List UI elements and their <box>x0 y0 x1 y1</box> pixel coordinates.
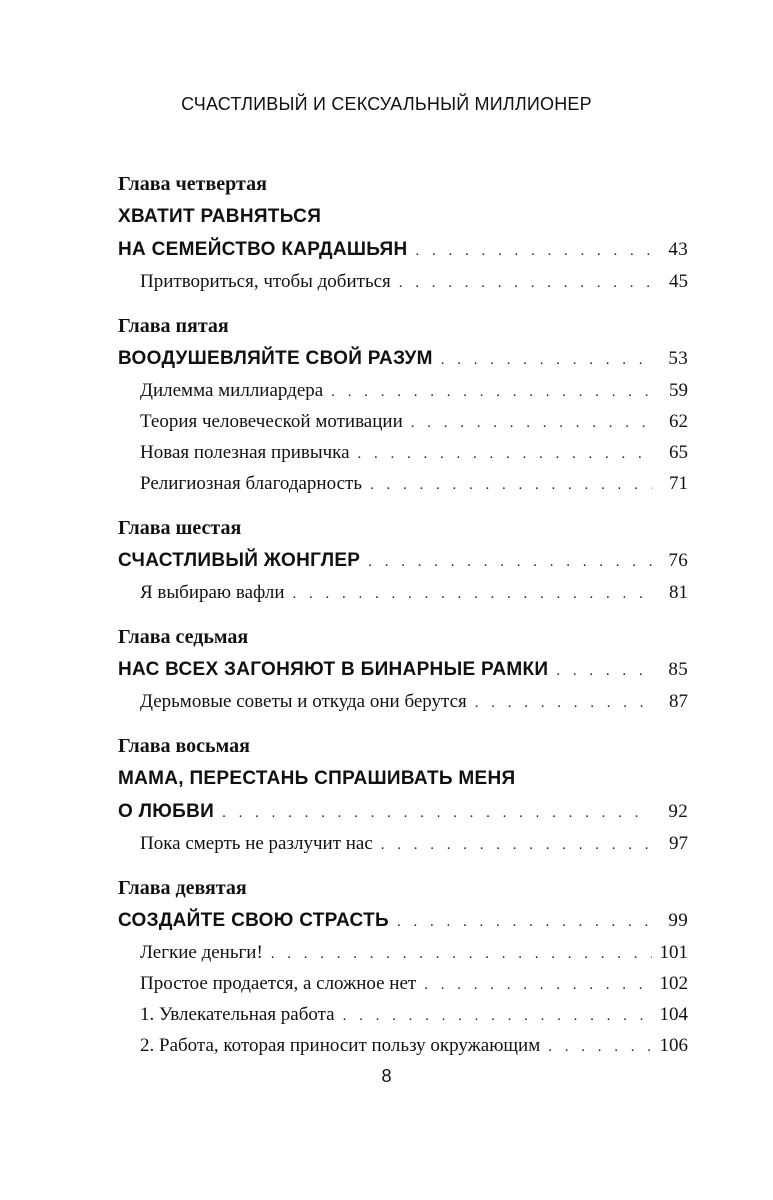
page-ref: 53 <box>668 348 688 369</box>
toc-entry[interactable] <box>118 999 688 1030</box>
dot-leader <box>222 797 652 830</box>
toc-entry[interactable] <box>118 468 688 499</box>
chapter-title-line: ВООДУШЕВЛЯЙТЕ СВОЙ РАЗУМ <box>118 348 433 369</box>
dot-leader <box>416 235 653 268</box>
entry-title: 2. Работа, которая приносит пользу окружающим <box>140 1035 541 1056</box>
entry-title: Простое продается, а сложное нет <box>140 973 417 994</box>
chapter-title[interactable] <box>118 762 688 795</box>
chapter-title[interactable] <box>118 544 688 577</box>
dot-leader <box>293 579 652 610</box>
dot-leader <box>548 1032 651 1063</box>
toc-entry[interactable] <box>118 937 688 968</box>
page-ref: 65 <box>669 442 688 463</box>
toc-entry[interactable] <box>118 375 688 406</box>
chapter-6 <box>118 512 688 608</box>
entry-title: Притвориться, чтобы добиться <box>140 271 391 292</box>
toc-entry[interactable] <box>118 437 688 468</box>
page-ref: 85 <box>668 659 688 680</box>
entry-title: Новая полезная привычка <box>140 442 350 463</box>
chapter-title-line: НА СЕМЕЙСТВО КАРДАШЬЯН <box>118 239 408 260</box>
page-ref: 81 <box>669 582 688 603</box>
dot-leader <box>368 546 652 579</box>
page-ref: 97 <box>669 833 688 854</box>
chapter-8 <box>118 730 688 859</box>
page-ref: 102 <box>659 973 688 994</box>
chapter-label: Глава восьмая <box>118 735 250 757</box>
page-ref: 62 <box>669 411 688 432</box>
dot-leader <box>556 655 652 688</box>
chapter-7 <box>118 621 688 717</box>
entry-title: Дерьмовые советы и откуда они берутся <box>140 691 467 712</box>
chapter-title[interactable] <box>118 904 688 937</box>
toc-entry[interactable] <box>118 406 688 437</box>
entry-title: Легкие деньги! <box>140 942 263 963</box>
chapter-9 <box>118 872 688 1061</box>
chapter-title-line: О ЛЮБВИ <box>118 801 215 822</box>
dot-leader <box>343 1001 652 1032</box>
running-head: СЧАСТЛИВЫЙ И СЕКСУАЛЬНЫЙ МИЛЛИОНЕР <box>181 94 592 114</box>
chapter-title-line: ХВАТИТ РАВНЯТЬСЯ <box>118 206 322 227</box>
page-ref: 76 <box>668 550 688 571</box>
chapter-4 <box>118 168 688 297</box>
chapter-title-line: МАМА, ПЕРЕСТАНЬ СПРАШИВАТЬ МЕНЯ <box>118 768 516 789</box>
page-ref: 104 <box>659 1004 688 1025</box>
toc-entry[interactable] <box>118 686 688 717</box>
page-ref: 71 <box>669 473 688 494</box>
page-ref: 99 <box>668 910 688 931</box>
chapter-5 <box>118 310 688 499</box>
dot-leader <box>411 408 652 439</box>
page-ref: 43 <box>668 239 688 260</box>
chapter-label: Глава пятая <box>118 315 229 337</box>
toc-entry[interactable] <box>118 577 688 608</box>
dot-leader <box>399 268 652 299</box>
dot-leader <box>331 377 652 408</box>
chapter-label: Глава шестая <box>118 517 242 539</box>
chapter-title[interactable] <box>118 233 688 266</box>
dot-leader <box>475 688 652 719</box>
chapter-title-line: СЧАСТЛИВЫЙ ЖОНГЛЕР <box>118 550 361 571</box>
entry-title: Пока смерть не разлучит нас <box>140 833 373 854</box>
page-ref: 106 <box>659 1035 688 1056</box>
chapter-label: Глава седьмая <box>118 626 249 648</box>
table-of-contents <box>118 168 688 1061</box>
page-number: 8 <box>381 1066 392 1086</box>
page-ref: 59 <box>669 380 688 401</box>
entry-title: Дилемма миллиардера <box>140 380 324 401</box>
page-ref: 45 <box>669 271 688 292</box>
dot-leader <box>441 344 652 377</box>
chapter-title-line: СОЗДАЙТЕ СВОЮ СТРАСТЬ <box>118 910 389 931</box>
chapter-title[interactable] <box>118 342 688 375</box>
dot-leader <box>370 470 652 501</box>
chapter-title-line: НАС ВСЕХ ЗАГОНЯЮТ В БИНАРНЫЕ РАМКИ <box>118 659 549 680</box>
toc-entry[interactable] <box>118 828 688 859</box>
chapter-title[interactable] <box>118 653 688 686</box>
dot-leader <box>271 939 652 970</box>
chapter-title[interactable] <box>118 200 688 233</box>
entry-title: Религиозная благодарность <box>140 473 362 494</box>
dot-leader <box>397 906 652 939</box>
entry-title: 1. Увлекательная работа <box>140 1004 335 1025</box>
chapter-title[interactable] <box>118 795 688 828</box>
chapter-label: Глава девятая <box>118 877 247 899</box>
toc-entry[interactable] <box>118 266 688 297</box>
chapter-label: Глава четвертая <box>118 173 267 195</box>
entry-title: Теория человеческой мотивации <box>140 411 403 432</box>
dot-leader <box>381 830 652 861</box>
dot-leader <box>424 970 651 1001</box>
dot-leader <box>358 439 652 470</box>
page-ref: 87 <box>669 691 688 712</box>
toc-entry[interactable] <box>118 1030 688 1061</box>
toc-entry[interactable] <box>118 968 688 999</box>
entry-title: Я выбираю вафли <box>140 582 285 603</box>
page-ref: 101 <box>659 942 688 963</box>
page-ref: 92 <box>668 801 688 822</box>
